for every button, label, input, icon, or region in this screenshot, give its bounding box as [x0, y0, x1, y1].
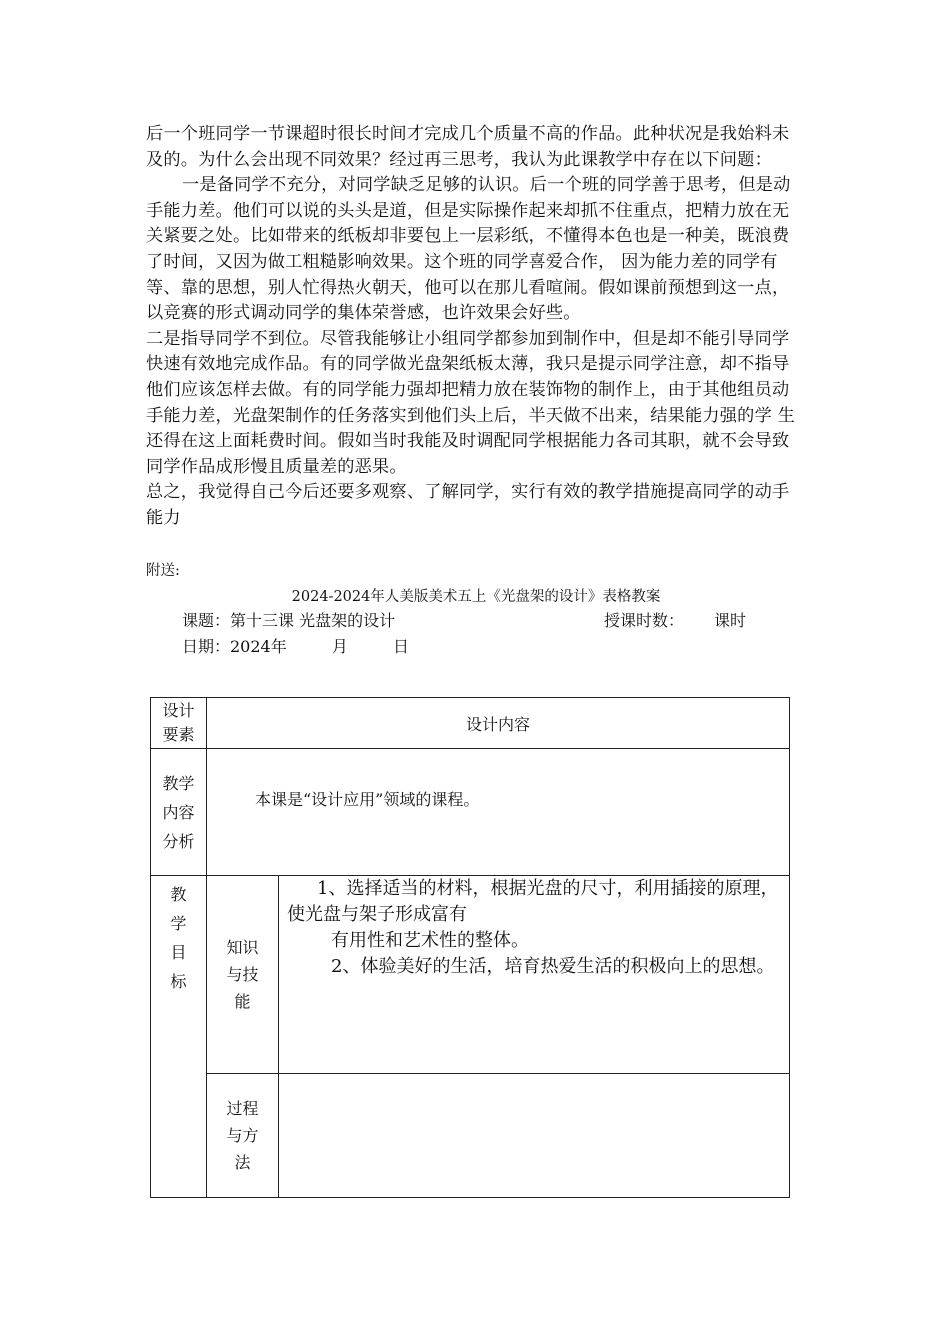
- knowledge-line-1: 1、选择适当的材料，根据光盘的尺寸，利用插接的原理，使光盘与架子形成富有: [287, 878, 779, 925]
- process-row: [151, 1074, 790, 1198]
- process-label: 过程与方法: [226, 1099, 259, 1172]
- goal-label-cell: [151, 876, 207, 1198]
- hours-field: [604, 608, 746, 634]
- paragraph-4: 总之，我觉得自己今后还要多观察、了解同学，实行有效的教学措施提高同学的动手能力: [146, 482, 790, 528]
- date-row: [146, 634, 806, 660]
- paragraph-1: 后一个班同学一节课超时很长时间才完成几个质量不高的作品。此种状况是我始料未及的。为什么会出现不同效果？经过再三思考，我认为此课教学中存在以下问题：: [146, 124, 790, 170]
- knowledge-label-cell: [207, 876, 279, 1074]
- hours-label: 授课时数：: [604, 610, 685, 630]
- header-element-cell: [151, 698, 207, 749]
- paragraph-3: 二是指导同学不到位。尽管我能够让小组同学都参加到制作中，但是却不能引导同学快速有效地完成作品。有的同学做光盘架纸板太薄，我只是提示同学注意，却不指导 他们应该怎样去做。有的同学能力强却把精力放在装饰物的制作上，由于其他组员动手能力差，光盘架制作的任务落实到他们头上后，半天做不出来，结果能力强的学 生还得在这上面耗费时间。假如当时我能及时调配同学根据能力各司其职，就不会导致同学作品成形慢且质量差的恶果。: [146, 328, 796, 477]
- appendix-label: 附送:: [146, 562, 180, 579]
- day-label: 日: [392, 636, 409, 656]
- month-label: 月: [331, 636, 348, 656]
- lesson-plan-table: [150, 697, 790, 1198]
- analysis-label-cell: [151, 749, 207, 876]
- knowledge-text-cell: [279, 876, 790, 1074]
- analysis-label: 教学内容分析: [162, 773, 195, 851]
- header-content-cell: 设计内容: [207, 698, 790, 749]
- analysis-row: [151, 749, 790, 876]
- process-text-cell: [279, 1074, 790, 1198]
- analysis-text: 本课是“设计应用”领域的课程。: [207, 749, 790, 876]
- paragraph-2: 一是备同学不充分，对同学缺乏足够的认识。后一个班的同学善于思考，但是动手能力差。他们可以说的头头是道，但是实际操作起来却抓不住重点，把精力放在无关紧要之处。比如带来的纸板却非要包上一层彩纸，不懂得本色也是一种美，既浪费了时间，又因为做工粗糙影响效果。这个班的同学喜爱合作， 因为能力差的同学有等、靠的思想，别人忙得热火朝天，他可以在那儿看喧闹。假如课前预想到这一点，以竞赛的形式调动同学的集体荣誉感，也许效果会好些。: [146, 175, 791, 324]
- hours-unit: 课时: [714, 610, 747, 630]
- knowledge-row: [151, 876, 790, 1074]
- date-label: 日期：2024年: [182, 636, 287, 656]
- table-header-row: [151, 698, 790, 749]
- knowledge-line-3: 2、体验美好的生活，培育热爱生活的积极向上的思想。: [331, 956, 775, 977]
- lesson-plan-title: 2024-2024年人美版美术五上《光盘架的设计》表格教案: [291, 588, 661, 605]
- header-element-label: 设计要素: [162, 701, 195, 744]
- topic-row: [146, 608, 806, 634]
- goal-label: 教学目标: [170, 885, 187, 991]
- document-body: [146, 122, 806, 660]
- knowledge-label: 知识与技能: [226, 938, 259, 1011]
- knowledge-line-2: 有用性和艺术性的整体。: [331, 930, 529, 951]
- topic-text: 课题：第十三课 光盘架的设计: [182, 610, 396, 630]
- process-label-cell: [207, 1074, 279, 1198]
